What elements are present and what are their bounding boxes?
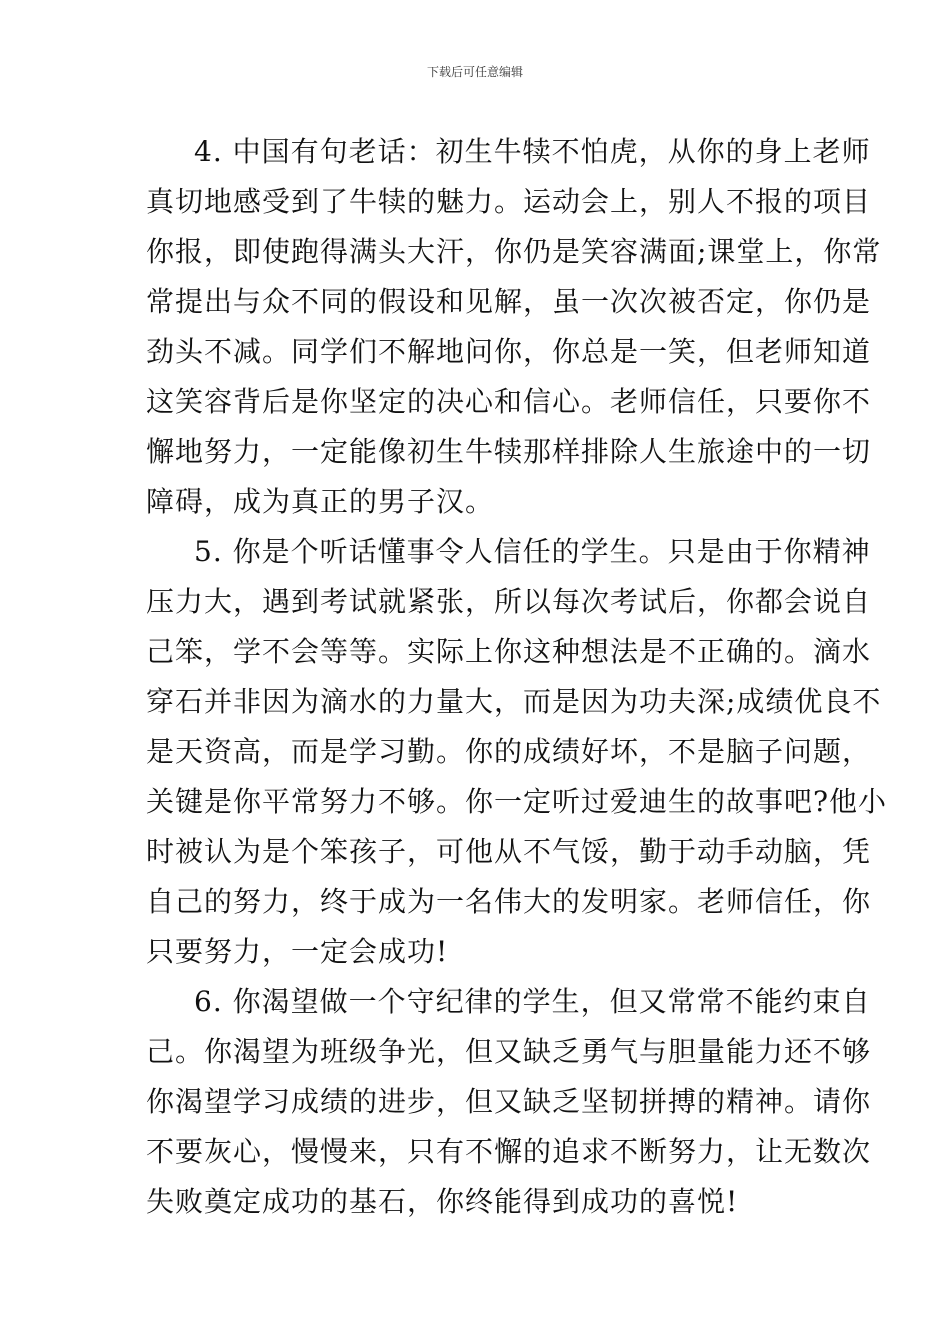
text-line: 只要努力，一定会成功!	[146, 935, 449, 968]
text-line: 6. 你渴望做一个守纪律的学生，但又常常不能约束自	[194, 985, 871, 1018]
text-line: 穿石并非因为滴水的力量大，而是因为功夫深;成绩优良不	[146, 685, 882, 718]
text-line: 压力大，遇到考试就紧张，所以每次考试后，你都会说自	[146, 585, 872, 618]
text-line: 真切地感受到了牛犊的魅力。运动会上，别人不报的项目	[146, 185, 872, 218]
text-line: 不要灰心，慢慢来，只有不懈的追求不断努力，让无数次	[146, 1135, 872, 1168]
text-line: 常提出与众不同的假设和见解，虽一次次被否定，你仍是	[146, 285, 872, 318]
text-line: 5. 你是个听话懂事令人信任的学生。只是由于你精神	[194, 535, 871, 568]
text-line: 你报，即使跑得满头大汗，你仍是笑容满面;课堂上，你常	[146, 235, 882, 268]
text-line: 4. 中国有句老话：初生牛犊不怕虎，从你的身上老师	[194, 135, 871, 168]
text-line: 己。你渴望为班级争光，但又缺乏勇气与胆量能力还不够	[146, 1035, 872, 1068]
text-line: 这笑容背后是你坚定的决心和信心。老师信任，只要你不	[146, 385, 872, 418]
text-line: 劲头不减。同学们不解地问你，你总是一笑，但老师知道	[146, 335, 872, 368]
text-line: 你渴望学习成绩的进步，但又缺乏坚韧拼搏的精神。请你	[146, 1085, 872, 1118]
text-line: 己笨，学不会等等。实际上你这种想法是不正确的。滴水	[146, 635, 872, 668]
text-line: 障碍，成为真正的男子汉。	[146, 485, 495, 518]
text-line: 关键是你平常努力不够。你一定听过爱迪生的故事吧?他小	[146, 785, 888, 818]
page-header: 下载后可任意编辑	[426, 65, 523, 79]
text-line: 自己的努力，终于成为一名伟大的发明家。老师信任，你	[146, 885, 872, 918]
text-line: 是天资高，而是学习勤。你的成绩好坏，不是脑子问题，	[146, 735, 872, 768]
text-line: 时被认为是个笨孩子，可他从不气馁，勤于动手动脑，凭	[146, 835, 872, 868]
text-line: 失败奠定成功的基石，你终能得到成功的喜悦!	[146, 1185, 739, 1218]
text-line: 懈地努力，一定能像初生牛犊那样排除人生旅途中的一切	[146, 435, 872, 468]
